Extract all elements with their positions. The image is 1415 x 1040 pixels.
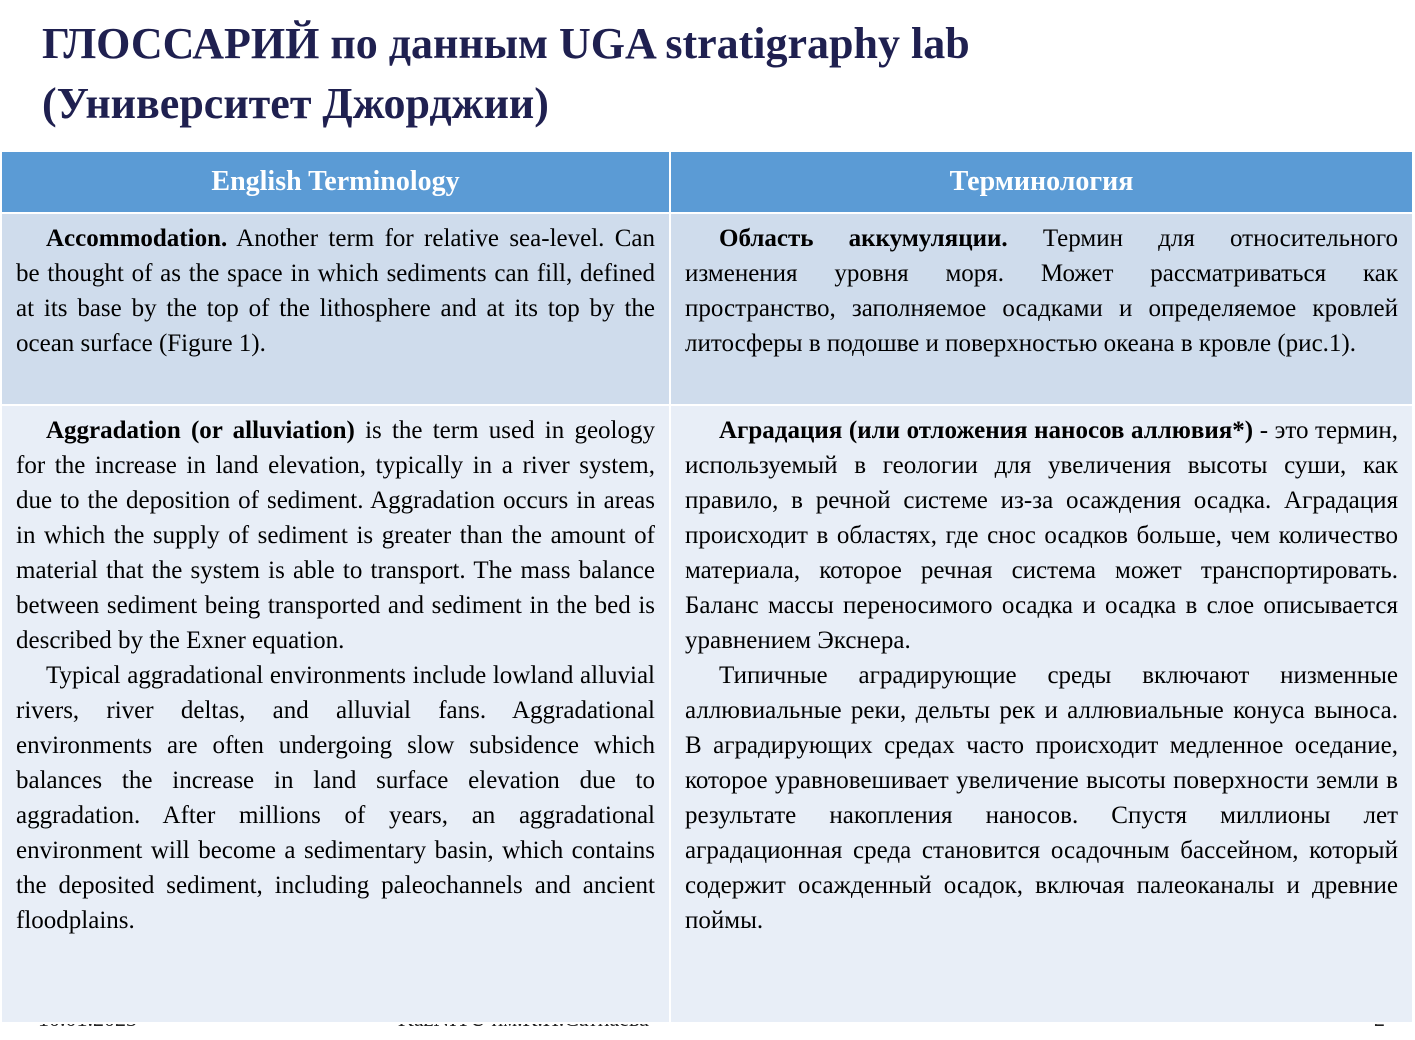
definition-paragraph-2: Типичные аградирующие среды включают низменные аллювиальные реки, дельты рек и аллювиальные конуса выноса. В аградирующих средах часто происходит медленное оседание, которое уравновешивает увеличение высоты поверхности земли в результате накопления наносов. Спустя миллионы лет аградационная среда становится осадочным бассейном, который содержит осажденный осадок, включая палеоканалы и древние поймы. [685,662,1398,934]
title-line-1: ГЛОССАРИЙ по данным UGA stratigraphy lab [42,19,970,68]
slide-title [42,14,1382,134]
term-accommodation: Accommodation. [46,225,228,252]
cell-english-accommodation [1,213,670,405]
table-row [1,213,1413,405]
title-line-2: (Университет Джорджии) [42,79,549,128]
term-oblast-akkumulyatsii: Область аккумуляции. [719,225,1008,252]
definition-text: Another term for relative sea-level. Can be thought of as the space in which sediments can fill, defined at its base by the top of the lithosphere and at its top by the ocean surface (Figure 1). [16,225,655,357]
table-row [1,405,1413,1023]
cell-english-aggradation [1,405,670,1023]
definition-text: Термин для относительного изменения уровня моря. Может рассматриваться как пространство, заполняемое осадками и определяемое кровлей литосферы в подошве и поверхностью океана в кровле (рис.1). [685,225,1398,357]
header-russian-terminology: Терминология [670,151,1413,213]
definition-text: is the term used in geology for the increase in land elevation, typically in a river system, due to the deposition of sediment. Aggradation occurs in areas in which the supply of sediment is greater than the amount of material that the system is able to transport. The mass balance between sediment being transported and sediment in the bed is described by the Exner equation. [16,417,655,654]
cell-russian-aggradation [670,405,1413,1023]
term-aggradation: Aggradation (or alluviation) [46,417,355,444]
definition-text: - это термин, используемый в геологии для увеличения высоты суши, как правило, в речной системе из-за осаждения осадка. Аградация происходит в областях, где снос осадков больше, чем количество материала, которое речная система может транспортировать. Баланс массы переносимого осадка и осадка в слое описывается уравнением Экснера. [685,417,1398,654]
definition-paragraph [685,413,1398,658]
glossary-table [0,150,1414,1024]
term-agradatsiya: Аградация (или отложения наносов аллювия*) [719,417,1254,444]
header-english-terminology: English Terminology [1,151,670,213]
definition-paragraph [16,221,655,361]
table-header-row [1,151,1413,213]
definition-paragraph [16,413,655,658]
definition-paragraph-2: Typical aggradational environments include lowland alluvial rivers, river deltas, and alluvial fans. Aggradational environments are often undergoing slow subsidence which balances the increase in land surface elevation due to aggradation. After millions of years, an aggradational environment will become a sedimentary basin, which contains the deposited sediment, including paleochannels and ancient floodplains. [16,662,655,934]
definition-paragraph [685,221,1398,361]
cell-russian-accommodation [670,213,1413,405]
